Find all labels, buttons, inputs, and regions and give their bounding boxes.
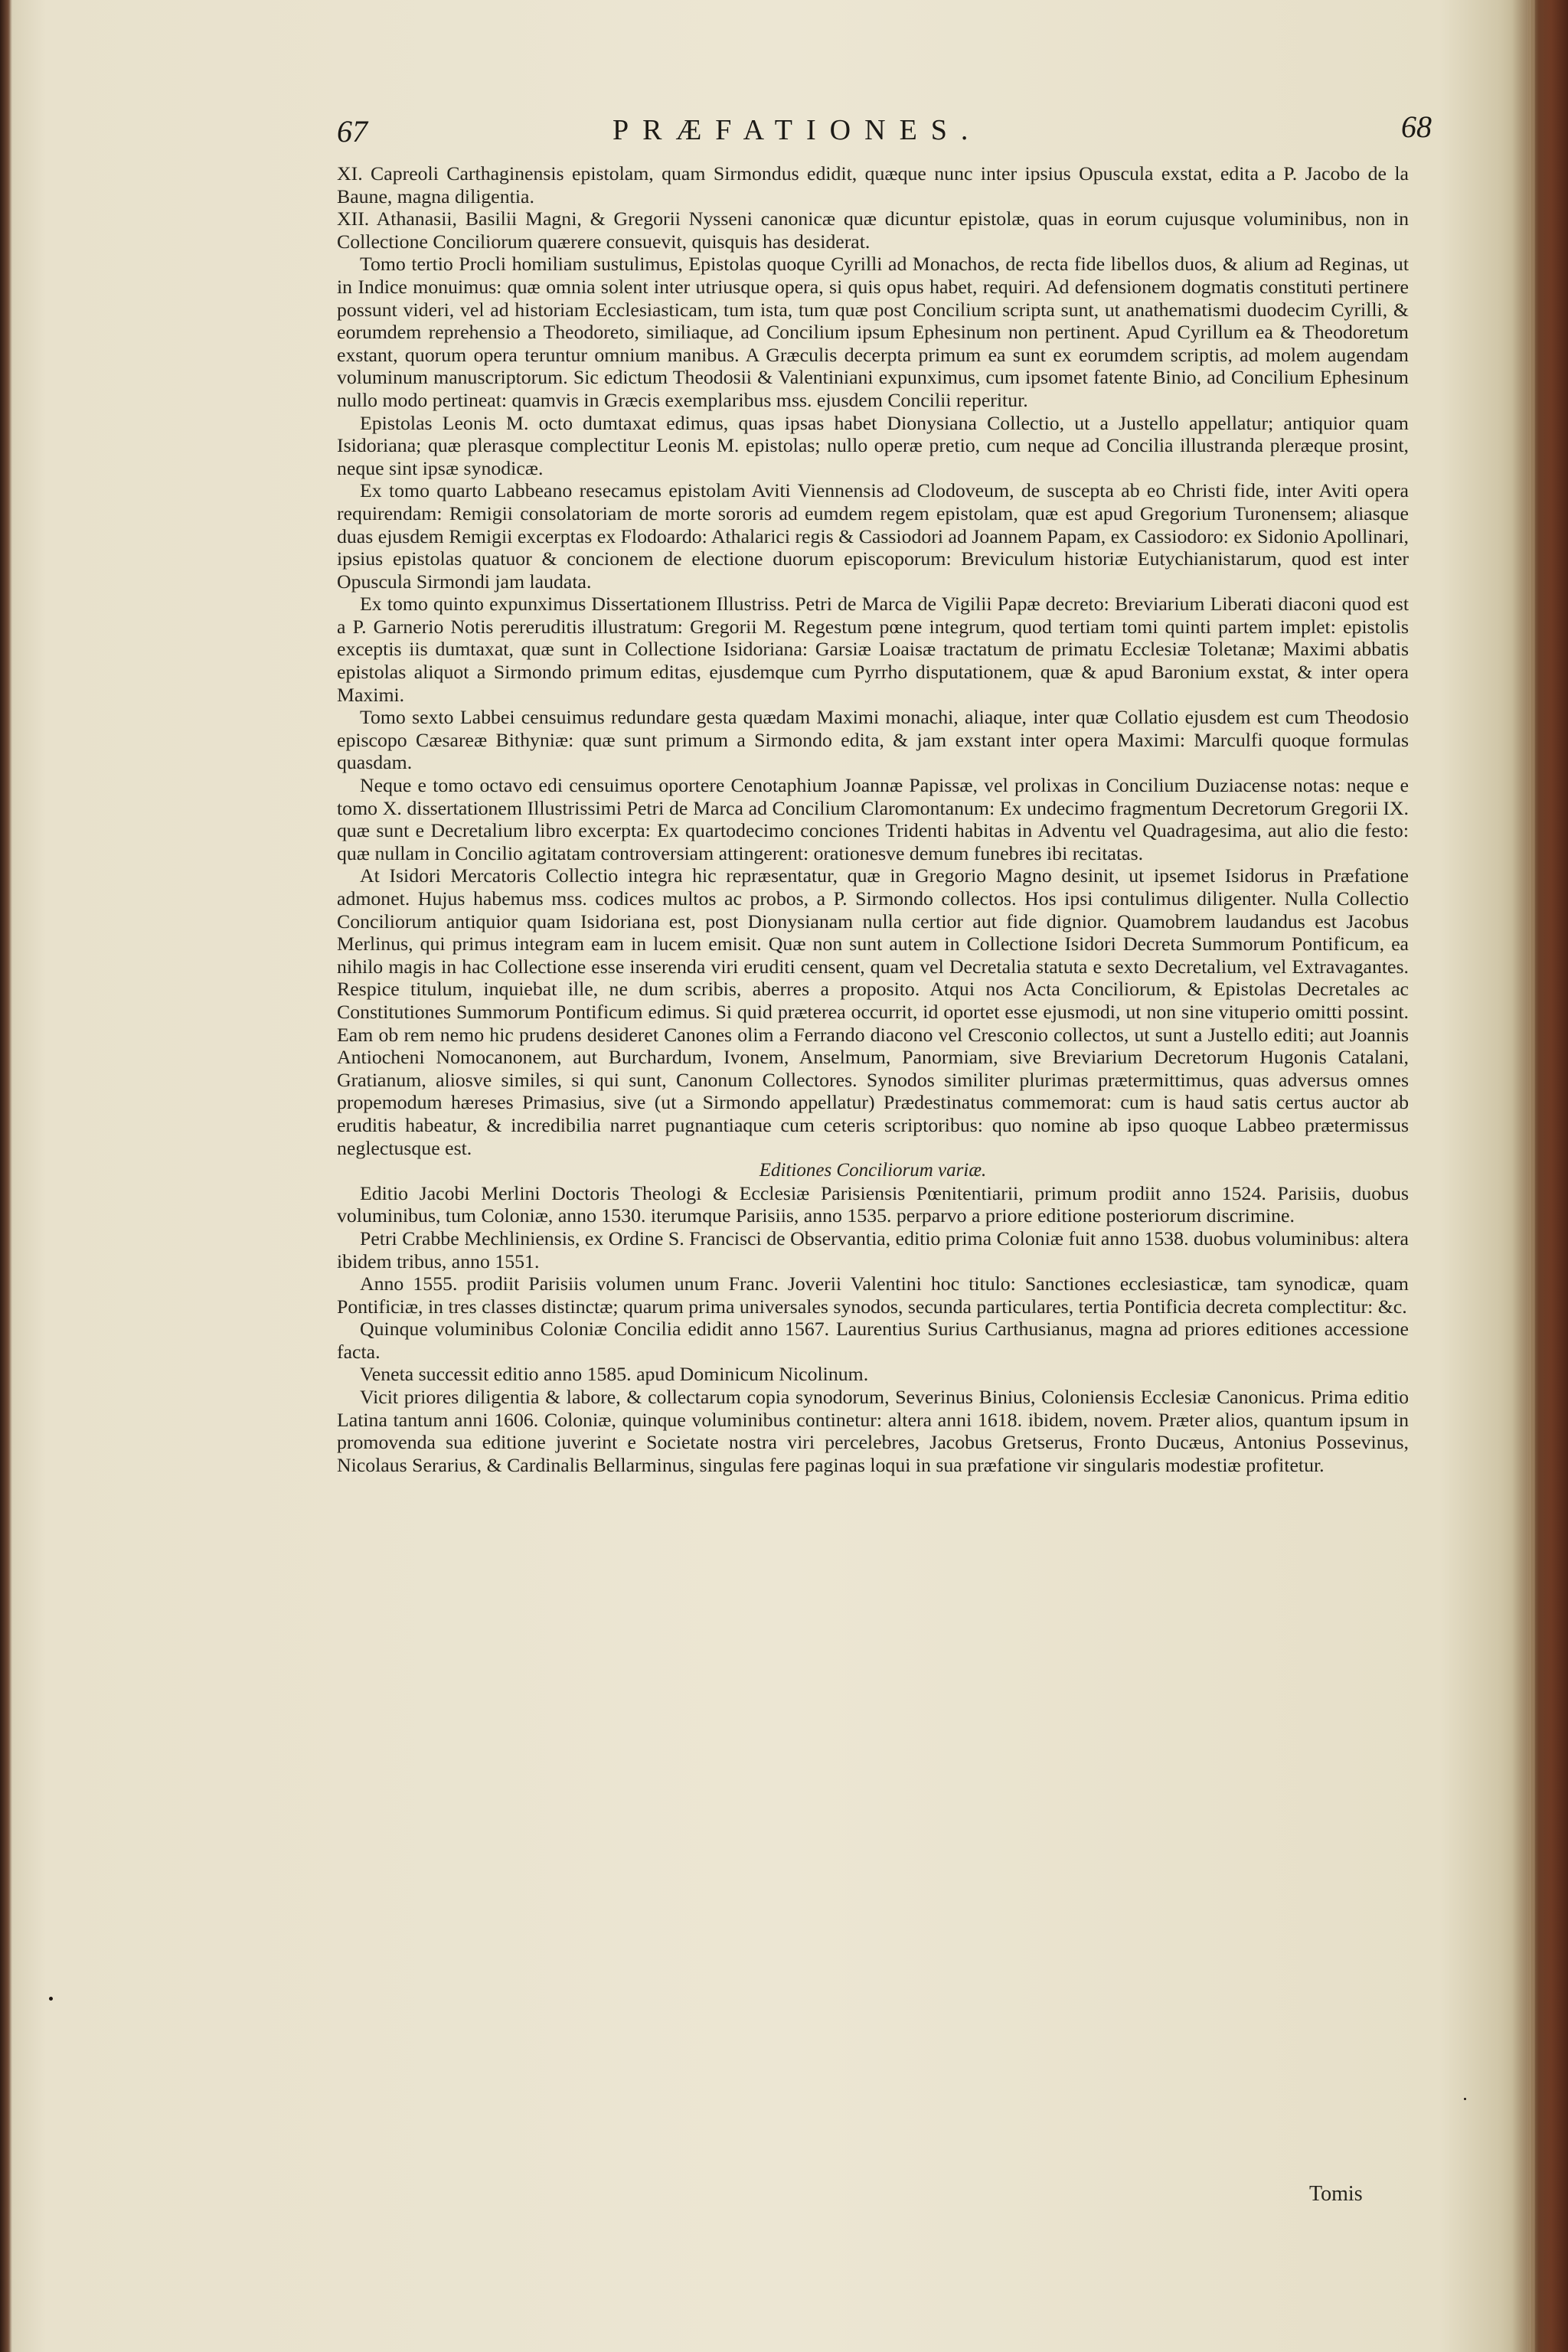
page-number-right: 68: [1401, 109, 1432, 144]
paragraph: Editio Jacobi Merlini Doctoris Theologi & Ecclesiæ Parisiensis Pœnitentiarii, primum prodiit anno 1524. Parisiis, duobus voluminibus, tum Coloniæ, anno 1530. iterumque Parisiis, anno 1535. perparvo a priore editione posteriorum discrimine.: [337, 1181, 1409, 1227]
paragraph: Petri Crabbe Mechliniensis, ex Ordine S. Francisci de Observantia, editio prima Coloniæ fuit anno 1538. duobus voluminibus: altera ibidem tribus, anno 1551.: [337, 1227, 1409, 1272]
paragraph: XI. Capreoli Carthaginensis epistolam, quam Sirmondus edidit, quæque nunc inter ipsius Opuscula exstat, edita a P. Jacobo de la Baune, magna diligentia.: [337, 162, 1409, 207]
left-book-edge: [0, 0, 12, 2352]
paragraph: Neque e tomo octavo edi censuimus oportere Cenotaphium Joannæ Papissæ, vel prolixas in Concilium Duziacense notas: neque e tomo X. dissertationem Illustrissimi Petri de Marca ad Concilium Claromontanum: Ex undecimo fragmentum Decretorum Gregorii IX. quæ sunt e Decretalium libro excerpta: Ex quartodecimo conciones Tridenti habitas in Adventu vel Quadragesima, aut alio die festo: quæ nullam in Concilio agitatam controversiam attingerent: orationesve demum funebres ibi recitatas.: [337, 774, 1409, 864]
paragraph: Anno 1555. prodiit Parisiis volumen unum Franc. Joverii Valentini hoc titulo: Sanctiones ecclesiasticæ, tam synodicæ, quam Pontificiæ, in tres classes distinctæ; quarum prima universales synodos, secunda particulares, tertia Pontificia decreta complectitur: &c.: [337, 1272, 1409, 1318]
page-number-left: 67: [337, 114, 368, 149]
paragraph: Ex tomo quarto Labbeano resecamus epistolam Aviti Viennensis ad Clodoveum, de suscepta ab eo Christi fide, inter Aviti opera requirendam: Remigii consolatoriam de morte sororis ad eumdem regem epistolam, quæ est apud Gregorium Turonensem; aliasque duas ejusdem Remigii excerptas ex Flodoardo: Athalarici regis & Cassiodori ad Joannem Papam, ex Cassiodoro: ex Sidonio Apollinari, ipsius epistolas quatuor & concionem de electione duorum episcoporum: Breviculum historiæ Eutychianistarum, quod est inter Opuscula Sirmondi jam laudata.: [337, 479, 1409, 593]
editions-section: [337, 1182, 1409, 1477]
paragraph: Ex tomo quinto expunximus Dissertationem Illustriss. Petri de Marca de Vigilii Papæ decreto: Breviarium Liberati diaconi quod est a P. Garnerio Notis pereruditis illustratum: Gregorii M. Regestum pœne integrum, quod tertiam tomi quinti partem implet: epistolis exceptis iis dumtaxat, quæ sunt in Collectione Isidoriana: Garsiæ Loaisæ tractatum de primatu Ecclesiæ Toletanæ; Maximi abbatis epistolas aliquot a Sirmondo primum editas, ejusdemque cum Pyrrho disputationem, quæ & apud Baronium exstat, & inter opera Maximi.: [337, 593, 1409, 706]
body-text: [337, 162, 1409, 1476]
running-title: PRÆFATIONES.: [612, 114, 982, 146]
running-header: [337, 109, 1439, 167]
paragraph: Tomo tertio Procli homiliam sustulimus, Epistolas quoque Cyrilli ad Monachos, de recta fide libellos duos, & alium ad Reginas, ut in Indice monuimus: quæ omnia solent inter utriusque opera, si quis opus habet, requiri. Ad defensionem dogmatis constituti pertinere possunt videri, vel ad historiam Ecclesiasticam, tum ista, tum quæ post Concilium scripta sunt, ut anathematismi duodecim Cyrilli, & eorumdem reprehensio a Theodoreto, similiaque, ad Concilium ipsum Ephesinum non pertinent. Apud Cyrillum ea & Theodoretum exstant, quorum opera teruntur omnium manibus. A Græculis decerpta primum ea sunt ex eorumdem scriptis, ad molem augendam voluminum manuscriptorum. Sic edictum Theodosii & Valentiniani expunximus, cum ipsomet fatente Binio, ad Concilium Ephesinum nullo modo pertineat: quamvis in Græcis exemplaribus mss. ejusdem Concilii reperitur.: [337, 253, 1409, 411]
binding-shadow: [1512, 0, 1568, 2352]
paragraph: XII. Athanasii, Basilii Magni, & Gregorii Nysseni canonicæ quæ dicuntur epistolæ, quas in eorum cujusque voluminibus, non in Collectione Conciliorum quærere consuevit, quisquis has desiderat.: [337, 207, 1409, 253]
paragraph: Tomo sexto Labbei censuimus redundare gesta quædam Maximi monachi, aliaque, inter quæ Collatio ejusdem est cum Theodosio episcopo Cæsareæ Bithyniæ: quæ sunt primum a Sirmondo edita, & jam exstant inter opera Maximi: Marculfi quoque formulas quasdam.: [337, 706, 1409, 774]
paragraph: Veneta successit editio anno 1585. apud Dominicum Nicolinum.: [360, 1363, 869, 1386]
section-heading: Editiones Conciliorum variæ.: [759, 1160, 987, 1181]
paragraph: Quinque voluminibus Coloniæ Concilia edidit anno 1567. Laurentius Surius Carthusianus, magna ad priores editiones accessione facta.: [337, 1318, 1409, 1363]
paragraph: At Isidori Mercatoris Collectio integra hic repræsentatur, quæ in Gregorio Magno desinit, ut ipsemet Isidorus in Præfatione admonet. Hujus habemus mss. codices multos ac probos, a P. Sirmondo collectos. Hos ipsi contulimus diligenter. Nulla Collectio Conciliorum antiquior quam Isidoriana est, post Dionysianam nulla certior aut fide dignior. Quamobrem laudandus est Jacobus Merlinus, qui primus integram eam in lucem emisit. Quæ non sunt autem in Collectione Isidori Decreta Summorum Pontificum, ea nihilo magis in hac Collectione esse inserenda viri eruditi censent, quam vel Decretalia statuta e sexto Decretalium, vel Extravagantes. Respice titulum, inquiebat ille, ne dum scribis, aberres a proposito. Atqui nos Acta Conciliorum, & Epistolas Decretales ac Constitutiones Summorum Pontificum edimus. Si quid præterea occurrit, id oportet esse ejusmodi, ut non sine vituperio omitti possint. Eam ob rem nemo hic prudens desideret Canones olim a Ferrando diacono vel Cresconio collectos, ut sunt a Justello editi; aut Joannis Antiocheni Nomocanonem, aut Burchardum, Ivonem, Anselmum, Panormiam, sive Breviarium Decretorum Hugonis Catalani, Gratianum, aliosve similes, si qui sunt, Canonum Collectores. Synodos similiter plurimas prætermittimus, quas adversus omnes propemodum hæreses Primasius, sive (ut a Sirmondo appellatur) Prædestinatus commemorat: cum is haud satis certus auctor ab eruditis habeatur, & incredibilia narret pugnantiaque cum ceteris scriptoribus: quo nomine ab ipso quoque Labbeo prætermissus neglectusque est.: [337, 864, 1409, 1159]
catchword: Tomis: [1309, 2182, 1363, 2206]
paragraph: Vicit priores diligentia & labore, & collectarum copia synodorum, Severinus Binius, Coloniensis Ecclesiæ Canonicus. Prima editio Latina tantum anni 1606. Coloniæ, quinque voluminibus continetur: altera anni 1618. ibidem, novem. Præter alios, quantum ipsum in promovenda sua editione juverint e Societate nostra viri percelebres, Jacobus Gretserus, Fronto Ducæus, Antonius Possevinus, Nicolaus Serarius, & Cardinalis Bellarminus, singulas fere paginas loqui in sua præfatione vir singularis modestiæ profitetur.: [337, 1386, 1409, 1476]
ink-speck: [1464, 2098, 1466, 2100]
ink-speck: [49, 1997, 53, 2001]
paragraph: Epistolas Leonis M. octo dumtaxat edimus, quas ipsas habet Dionysiana Collectio, ut a Justello appellatur; antiquior quam Isidoriana; quæ plerasque complectitur Leonis M. epistolas; nullo operæ pretio, cum neque ad Concilia illustranda pleræque prosint, neque sint ipsæ synodicæ.: [337, 411, 1409, 479]
